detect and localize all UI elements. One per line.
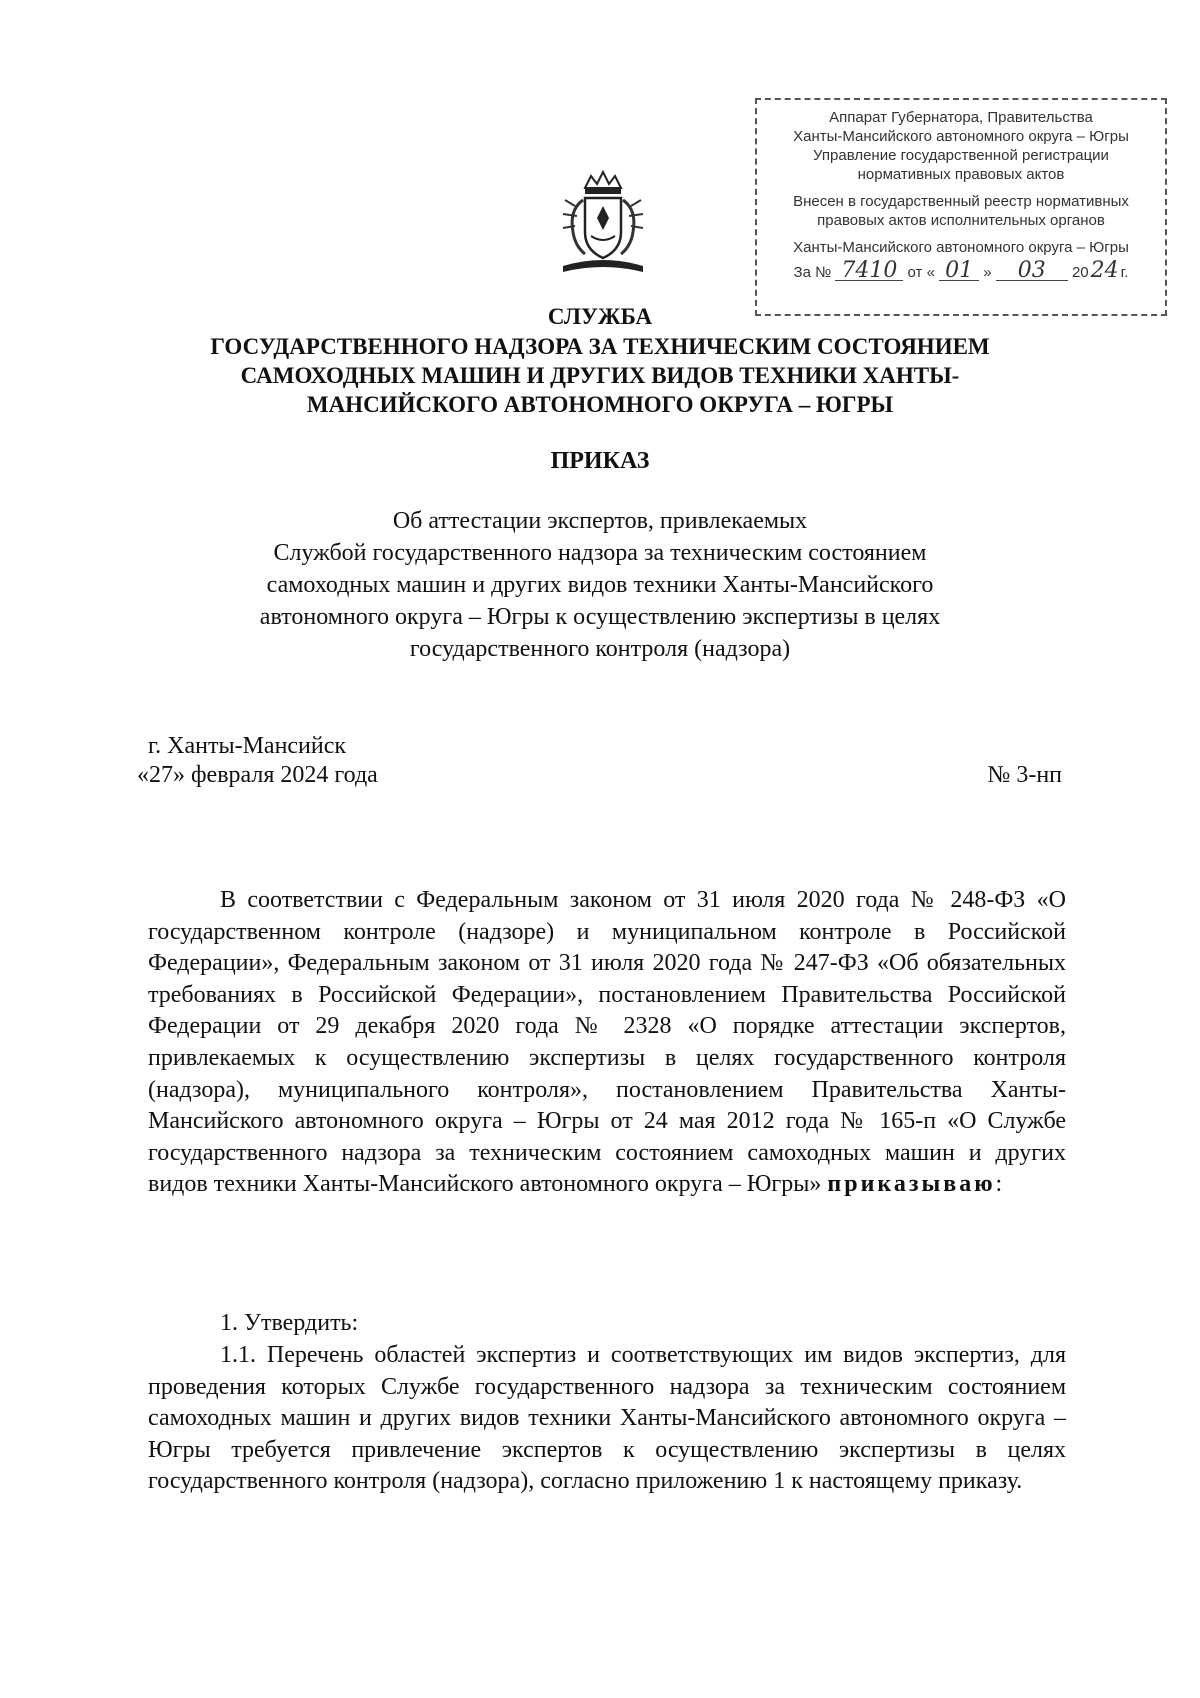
stamp-registration-line <box>757 258 1165 283</box>
order-colon: : <box>995 1171 1003 1198</box>
subject-line: государственного контроля (надзора) <box>409 636 791 662</box>
subject-line: самоходных машин и других видов техники Ханты-Мансийского <box>266 572 934 598</box>
stamp-line: Управление государственной регистрации <box>813 147 1109 164</box>
stamp-line: нормативных правовых актов <box>857 166 1065 183</box>
document-type: ПРИКАЗ <box>550 448 650 474</box>
stamp-reg-year: 24 <box>1090 258 1119 283</box>
subject-line: Об аттестации экспертов, привлекаемых <box>392 508 808 534</box>
issuer-name-line: САМОХОДНЫХ МАШИН И ДРУГИХ ВИДОВ ТЕХНИКИ ХАНТЫ- <box>240 363 960 388</box>
stamp-line: Аппарат Губернатора, Правительства <box>829 109 1093 126</box>
stamp-reg-suffix: г. <box>1120 264 1129 281</box>
subject-line: автономного округа – Югры к осуществлению экспертизы в целях <box>259 604 941 630</box>
document-date: «27» февраля 2024 года <box>137 762 378 788</box>
coat-of-arms-icon <box>555 170 651 278</box>
stamp-line: Ханты-Мансийского автономного округа – Югры <box>793 128 1129 145</box>
issuer-title: СЛУЖБА <box>547 304 653 329</box>
order-verb: приказываю <box>827 1171 996 1198</box>
stamp-reg-day: 01 <box>939 261 979 281</box>
stamp-reg-year-prefix: 20 <box>1071 264 1089 281</box>
issuer-name-line: ГОСУДАРСТВЕННОГО НАДЗОРА ЗА ТЕХНИЧЕСКИМ СОСТОЯНИЕМ <box>210 334 990 359</box>
stamp-reg-month: 03 <box>996 261 1068 281</box>
stamp-line: Ханты-Мансийского автономного округа – Югры <box>793 239 1129 256</box>
preamble-paragraph <box>148 885 1066 1201</box>
subject-line: Службой государственного надзора за техническим состоянием <box>273 540 927 566</box>
item-1: 1. Утвердить: <box>220 1310 359 1336</box>
stamp-line: правовых актов исполнительных органов <box>817 212 1105 229</box>
document-number: № 3-нп <box>987 762 1062 788</box>
document-place: г. Ханты-Мансийск <box>148 733 347 759</box>
stamp-reg-number: 7410 <box>835 261 903 281</box>
registration-stamp <box>755 98 1167 316</box>
stamp-reg-quote: » <box>983 264 992 281</box>
preamble-text: В соответствии с Федеральным законом от 31 июля 2020 года № 248-ФЗ «О государственном контроле (надзоре) и муниципальном контроле в Российской Федерации», Федеральным законом от 31 июля 2020 года № 247-ФЗ «Об обязательных требованиях в Российской Федерации», постановлением Правительства Российской Федерации от 29 декабря 2020 года № 2328 «О порядке аттестации экспертов, привлекаемых к осуществлению экспертизы в целях государственного контроля (надзора), муниципального контроля», постановлением Правительства Ханты-Мансийского автономного округа – Югры от 24 мая 2012 года № 165-п «О Службе государственного надзора за техническим состоянием самоходных машин и других видов техники Ханты-Мансийского автономного округа – Югры» <box>148 887 1066 1198</box>
stamp-reg-prefix: За № <box>793 264 832 281</box>
issuer-name-line: МАНСИЙСКОГО АВТОНОМНОГО ОКРУГА – ЮГРЫ <box>306 392 894 417</box>
document-subject <box>0 505 1200 665</box>
item-1-1: 1.1. Перечень областей экспертиз и соответствующих им видов экспертиз, для проведения которых Службе государственного надзора за техническим состоянием самоходных машин и других видов техники Ханты-Мансийского автономного округа – Югры требуется привлечение экспертов к осуществлению экспертизы в целях государственного контроля (надзора), согласно приложению 1 к настоящему приказу. <box>148 1342 1066 1495</box>
stamp-reg-from: от « <box>907 264 935 281</box>
stamp-line: Внесен в государственный реестр нормативных <box>793 193 1129 210</box>
